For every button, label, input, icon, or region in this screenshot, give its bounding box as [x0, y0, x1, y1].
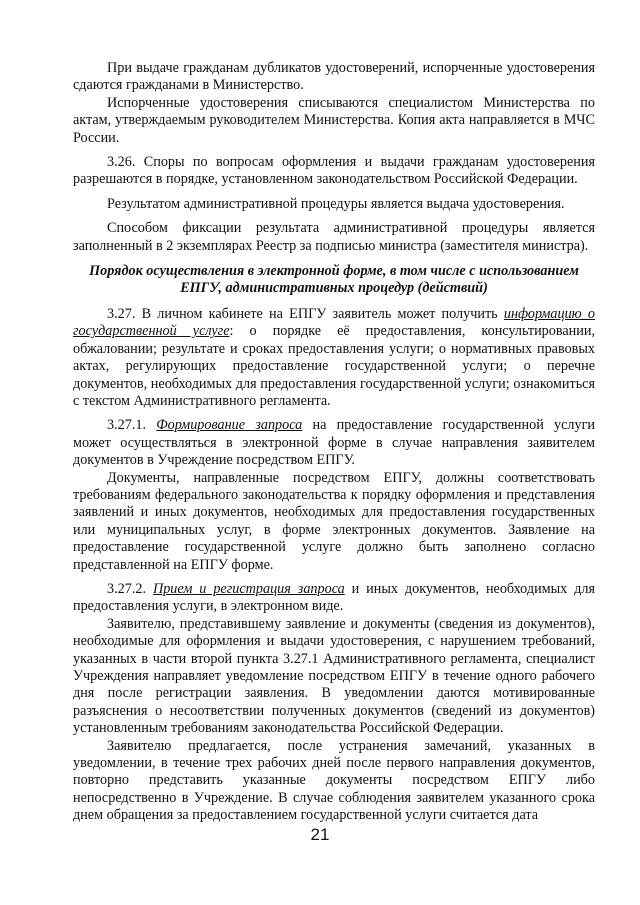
text-run: и иных документов, необходимых для предоставления услуги, в электронном виде. [73, 580, 596, 615]
document-page [73, 60, 595, 825]
paragraph-documents: Документы, направленные посредством ЕПГУ, должны соответствовать требованиям федерального законодательства к порядку оформления и представления заявлений и иных документов, необходимых для предоставления государственных или муниципальных услуг, в форме электронных документов. Заявление на предоставление государственной услуге должно быть заполнено согласно представленной на ЕПГУ форме. [73, 469, 595, 573]
emphasis-info: информацию о государственной услуге [73, 305, 595, 340]
text-run: 3.27. В личном кабинете на ЕПГУ заявитель может получить [107, 305, 504, 322]
text-run: на предоставление государственной услуги может осуществляться в электронной форме в случае направления заявителем документов в Учреждение посредством ЕПГУ. [73, 417, 596, 469]
page-number: 21 [310, 825, 330, 844]
emphasis-request: Формирование запроса [156, 417, 303, 434]
emphasis-registration: Прием и регистрация запроса [152, 580, 345, 597]
paragraph-result: Результатом административной процедуры является выдача удостоверения. [107, 195, 565, 212]
text-run: 3.27.1. [107, 417, 157, 434]
paragraph-3-27-1 [73, 417, 595, 469]
text-run: : о порядке её предоставления, консультировании, обжаловании; результате и сроках предоставления услуги; о нормативных правовых актах, регулирующих предоставление государственной услуги; о перечне документов, необходимых для предоставления государственной услуги; ознакомиться с текстом Административного регламента. [73, 323, 595, 409]
paragraph-duplicates: При выдаче гражданам дубликатов удостоверений, испорченные удостоверения сдаются гражданами в Министерство. [73, 60, 595, 94]
paragraph-fixation: Способом фиксации результата административной процедуры является заполненный в 2 экземплярах Реестр за подписью министра (заместителя министра). [73, 220, 595, 254]
paragraph-spoiled-certificates: Испорченные удостоверения списываются специалистом Министерства по актам, утверждаемым руководителем Министерства. Копия акта направляется в МЧС России. [73, 94, 595, 146]
paragraph-notification: Заявителю, представившему заявление и документы (сведения из документов), необходимые для оформления и выдачи удостоверения, с нарушением требований, указанных в части второй пункта 3.27.1 Административного регламента, специалист Учреждения направляет уведомление посредством ЕПГУ в течение одного рабочего дня после регистрации заявления. В уведомлении даются мотивированные разъяснения о несоответствии полученных документов (сведений из документов) установленным требованиям законодательства Российской Федерации. [73, 615, 595, 737]
paragraph-resubmission: Заявителю предлагается, после устранения замечаний, указанных в уведомлении, в течение трех рабочих дней после первого направления документов, повторно представить указанные документы посредством ЕПГУ либо непосредственно в Учреждение. В случае соблюдения заявителем указанного срока днем обращения за предоставлением государственной услуги считается дата [73, 737, 595, 824]
paragraph-3-26: 3.26. Споры по вопросам оформления и выдачи гражданам удостоверения разрешаются в порядке, установленном законодательством Российской Федерации. [73, 154, 595, 188]
section-heading: Порядок осуществления в электронной форме, в том числе с использованием ЕПГУ, административных процедур (действий) [89, 263, 579, 297]
paragraph-3-27-2 [73, 581, 595, 616]
paragraph-3-27 [73, 306, 595, 410]
text-run: 3.27.2. [107, 580, 153, 597]
